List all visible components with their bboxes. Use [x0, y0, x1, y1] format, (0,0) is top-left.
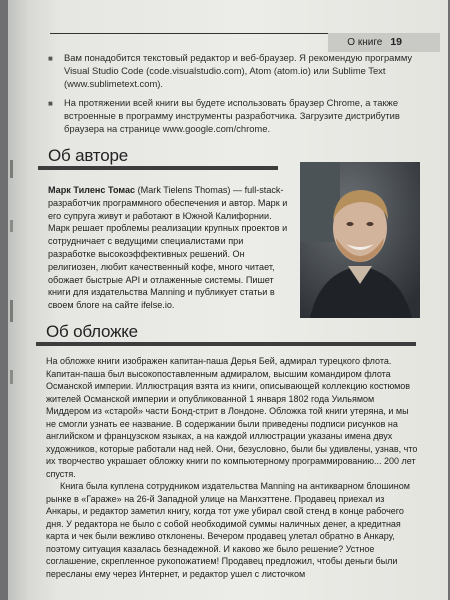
- author-bio-text: (Mark Tielens Thomas) — full-stack-разработчик программного обеспечения и автор. Марк и его супруга живут и работают в Южной Калифорнии. Марк решает проблемы реализации крупных проектов и сотрудничает с ведущими специалистами при разработке высокоэффективных решений. Он религиозен, любит качественный кофе, много читает, обожает быстрые API и отлаженные системы. Пишет книги для издательства Manning и публикует статьи в своем блоге на сайте ifelse.io.: [48, 185, 288, 311]
- page-number: 19: [390, 36, 402, 48]
- list-item-text: На протяжении всей книги вы будете использовать браузер Chrome, а также встроенные в программу инструменты разработчика. Загрузите дистрибутив браузера на странице www.google.com/chrome.: [64, 97, 400, 134]
- running-head: [347, 34, 402, 50]
- author-bio: [48, 184, 292, 312]
- list-item: [48, 97, 418, 135]
- cover-description: [46, 355, 418, 580]
- list-item: [48, 52, 418, 90]
- section-rule: [36, 342, 416, 346]
- square-bullet-icon: ■: [48, 54, 53, 63]
- author-photo: [300, 162, 420, 318]
- running-head-title: О книге: [347, 36, 383, 48]
- page-edge-marks: [8, 150, 18, 450]
- requirements-list: [48, 52, 418, 143]
- section-heading-cover: Об обложке: [46, 322, 138, 341]
- cover-paragraph: На обложке книги изображен капитан-паша Дерья Бей, адмирал турецкого флота. Капитан-паша был высокопоставленным адмиралом, высшим командиром флота Османской империи. Иллюстрация взята из книги, описывающей коллекцию костюмов жителей Османской империи и опубликованной 1 января 1802 года Уильямом Миддером из «старой» части Бонд-стрит в Лондоне. Обложка той книги утеряна, и мы не смогли узнать ее название. В содержании были приведены подписи рисунков на английском и французском языках, а на каждой иллюстрации указаны имена двух художников, которые работали над ней. Они, безусловно, были бы удивлены, узнав, что их творчество украшает обложку книги по компьютерному программированию... 200 лет спустя.: [46, 356, 418, 479]
- book-page: [8, 0, 448, 600]
- section-rule: [38, 166, 278, 170]
- author-name: Марк Тиленс Томас: [48, 185, 136, 195]
- list-item-text: Вам понадобится текстовый редактор и веб-браузер. Я рекомендую программу Visual Studio Code (code.visualstudio.com), Atom (atom.io) или Sublime Text (www.sublimetext.com).: [64, 52, 413, 89]
- section-heading-author: Об авторе: [48, 146, 128, 165]
- cover-paragraph: Книга была куплена сотрудником издательства Manning на антикварном блошином рынке в «Гараже» на 26-й Западной улице на Манхэттене. Продавец приехал из Анкары, и редактор заметил книгу, когда тот уже убирал свой стенд в конце рабочего дня. У редактора не было с собой необходимой суммы наличных денег, а кредитная карта и чек были вежливо отклонены. Вечером продавец улетал обратно в Анкару, поэтому ситуация казалась безнадежной. И каково же было решение? Устное соглашение, скрепленное рукопожатием! Продавец предложил, чтобы деньги были пересланы ему через Интернет, и редактор ушел с листочком: [46, 481, 410, 579]
- square-bullet-icon: ■: [48, 99, 53, 109]
